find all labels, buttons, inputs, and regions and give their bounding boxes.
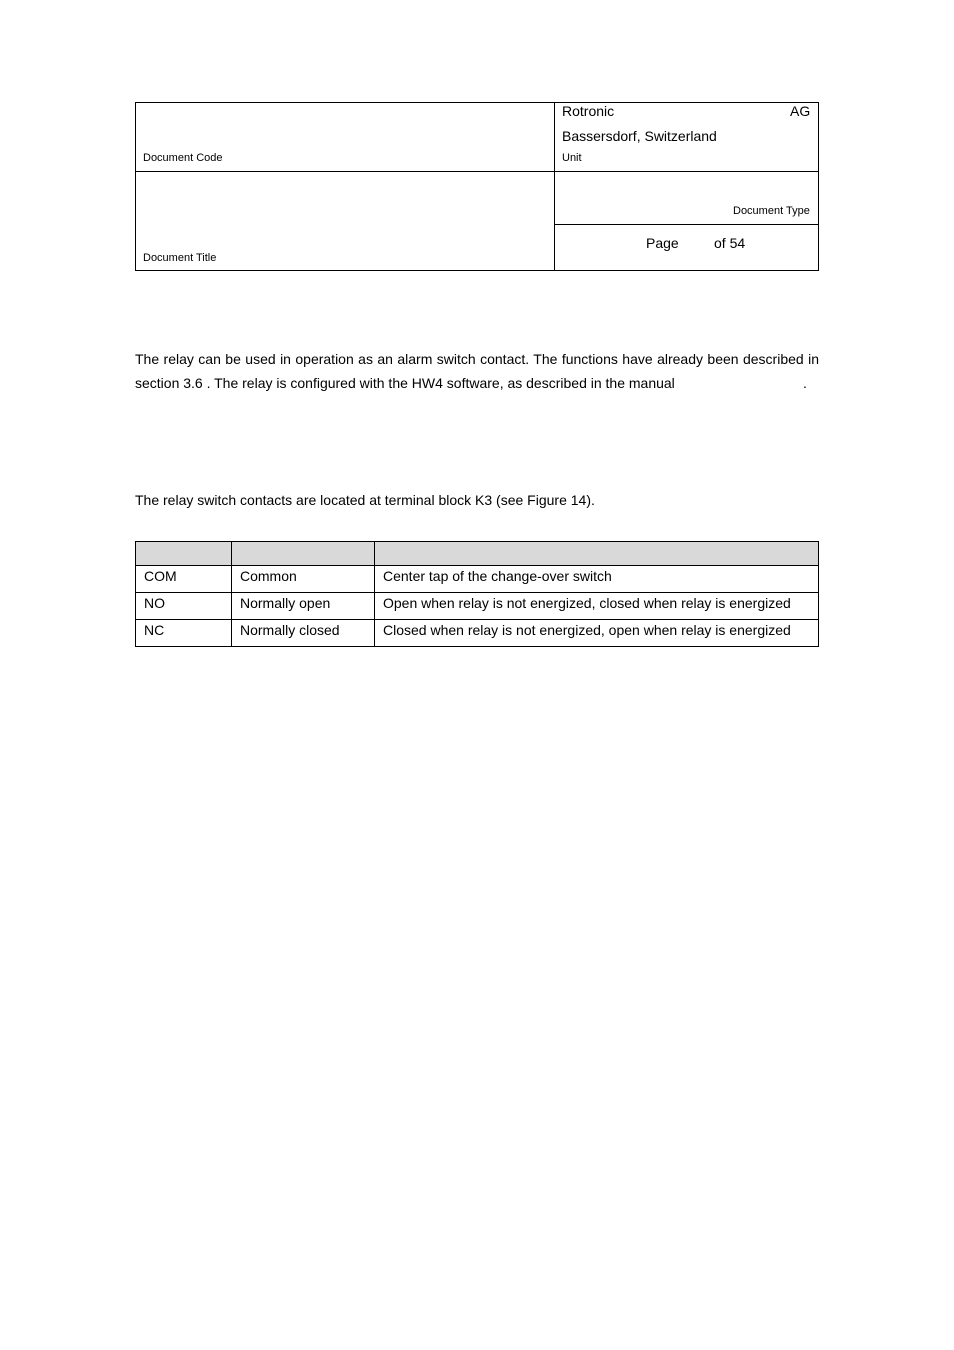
document-code-label: Document Code <box>143 152 223 164</box>
contact-name: Common <box>232 566 375 593</box>
page-total: of 54 <box>714 235 746 251</box>
contact-description: Open when relay is not energized, closed when relay is energized <box>375 593 819 620</box>
relay-intro-paragraph <box>135 347 819 395</box>
contact-description: Closed when relay is not energized, open when relay is energized <box>375 620 819 647</box>
document-type-label: Document Type <box>733 205 810 217</box>
header-divider-page <box>554 224 818 225</box>
contact-name: Normally open <box>232 593 375 620</box>
table-row <box>136 593 819 620</box>
relay-intro-end: . <box>803 375 807 391</box>
unit-label: Unit <box>562 152 582 164</box>
table-row <box>136 620 819 647</box>
relay-intro-line-2: section 3.6 . The relay is configured with the HW4 software, as described in the manual <box>135 375 675 391</box>
table-header-cell <box>232 542 375 566</box>
table-header-cell <box>136 542 232 566</box>
contact-terminal: COM <box>136 566 232 593</box>
contact-name: Normally closed <box>232 620 375 647</box>
table-row <box>136 566 819 593</box>
contact-description: Center tap of the change-over switch <box>375 566 819 593</box>
document-header <box>135 102 819 271</box>
company-suffix: AG <box>790 103 811 119</box>
relay-contacts-table <box>135 541 819 647</box>
table-header-row <box>136 542 819 566</box>
relay-location-paragraph: The relay switch contacts are located at terminal block K3 (see Figure 14). <box>135 492 595 508</box>
page-label: Page <box>646 235 679 251</box>
document-title-label: Document Title <box>143 252 217 264</box>
company-location: Bassersdorf, Switzerland <box>562 128 717 144</box>
contact-terminal: NC <box>136 620 232 647</box>
table-header-cell <box>375 542 819 566</box>
company-name: Rotronic <box>562 103 615 119</box>
header-divider-horizontal <box>136 171 818 172</box>
contact-terminal: NO <box>136 593 232 620</box>
header-divider-vertical <box>554 103 555 270</box>
relay-intro-line-1: The relay can be used in operation as an alarm switch contact. The functions have already been described in <box>135 351 819 367</box>
